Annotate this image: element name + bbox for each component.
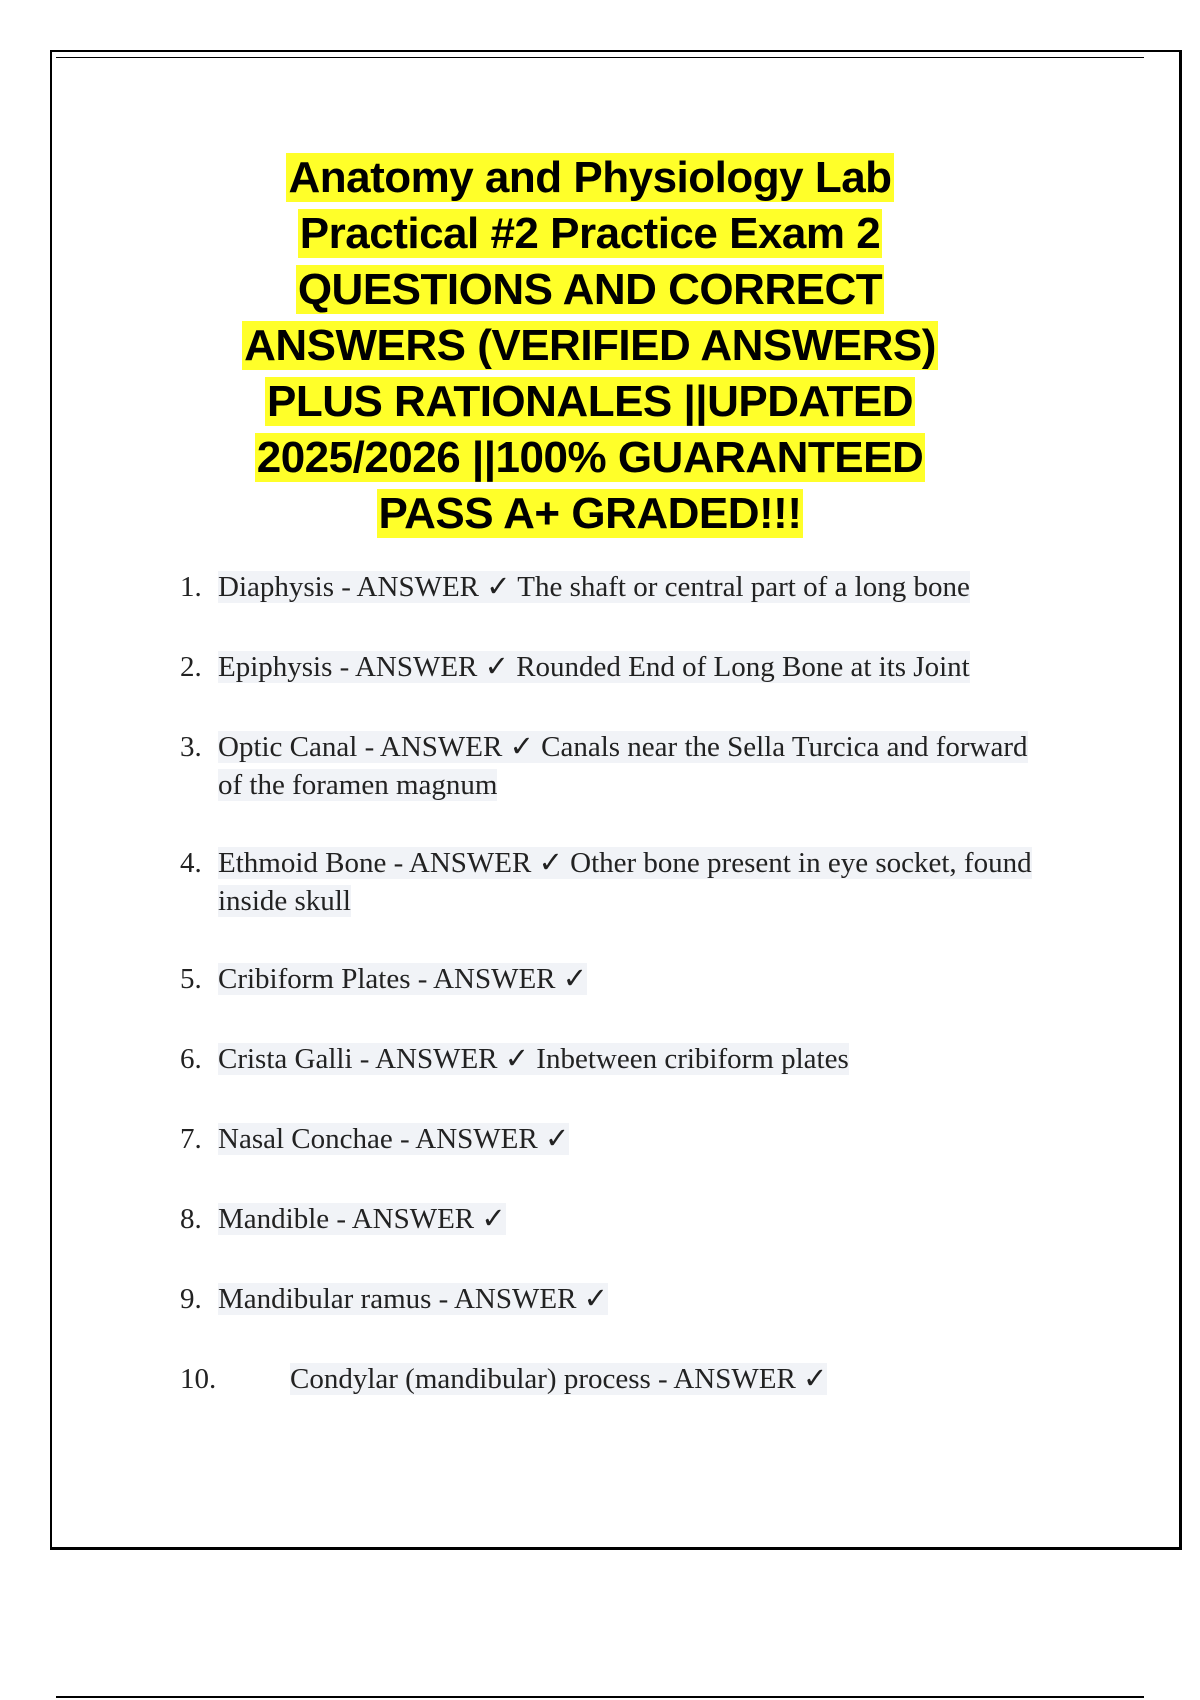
item-number: 6. (180, 1043, 202, 1075)
list-item (180, 1200, 1080, 1238)
list-item (180, 1120, 1080, 1158)
item-text: Mandibular ramus - ANSWER ✓ (218, 1283, 608, 1315)
list-item (180, 960, 1080, 998)
item-number: 10. (180, 1363, 217, 1395)
item-text: Nasal Conchae - ANSWER ✓ (218, 1123, 570, 1155)
title-line-2: Practical #2 Practice Exam 2 (299, 209, 881, 258)
item-number: 9. (180, 1283, 202, 1315)
title-line-7: PASS A+ GRADED!!! (378, 489, 802, 538)
item-text: Optic Canal - ANSWER ✓ Canals near the Sella Turcica and forward of the foramen magnum (218, 731, 1028, 801)
title-line-4: ANSWERS (VERIFIED ANSWERS) (244, 321, 936, 370)
list-item (180, 648, 1080, 686)
item-text: Epiphysis - ANSWER ✓ Rounded End of Long Bone at its Joint (218, 651, 970, 683)
list-item (180, 1280, 1080, 1318)
item-number: 7. (180, 1123, 202, 1155)
item-number: 2. (180, 651, 202, 683)
title-line-3: QUESTIONS AND CORRECT (297, 265, 883, 314)
list-item (180, 1040, 1080, 1078)
title-line-5: PLUS RATIONALES ||UPDATED (266, 377, 914, 426)
item-text: Mandible - ANSWER ✓ (218, 1203, 506, 1235)
list-item (180, 844, 1048, 920)
title-line-6: 2025/2026 ||100% GUARANTEED (256, 433, 924, 482)
list-item (180, 1360, 1080, 1398)
item-text: Cribiform Plates - ANSWER ✓ (218, 963, 588, 995)
question-answer-list (180, 568, 1080, 1440)
item-text: Ethmoid Bone - ANSWER ✓ Other bone present in eye socket, found inside skull (218, 847, 1032, 917)
bottom-border (56, 1696, 1144, 1698)
item-number: 5. (180, 963, 202, 995)
title-line-1: Anatomy and Physiology Lab (288, 153, 892, 202)
list-item (180, 568, 1080, 606)
document-title (150, 150, 1030, 542)
item-number: 3. (180, 731, 202, 763)
item-number: 1. (180, 571, 202, 603)
item-text: Condylar (mandibular) process - ANSWER ✓ (290, 1363, 828, 1395)
item-text: Crista Galli - ANSWER ✓ Inbetween cribiform plates (218, 1043, 849, 1075)
item-number: 4. (180, 847, 202, 879)
item-number: 8. (180, 1203, 202, 1235)
item-text: Diaphysis - ANSWER ✓ The shaft or central part of a long bone (218, 571, 970, 603)
list-item (180, 728, 1048, 804)
